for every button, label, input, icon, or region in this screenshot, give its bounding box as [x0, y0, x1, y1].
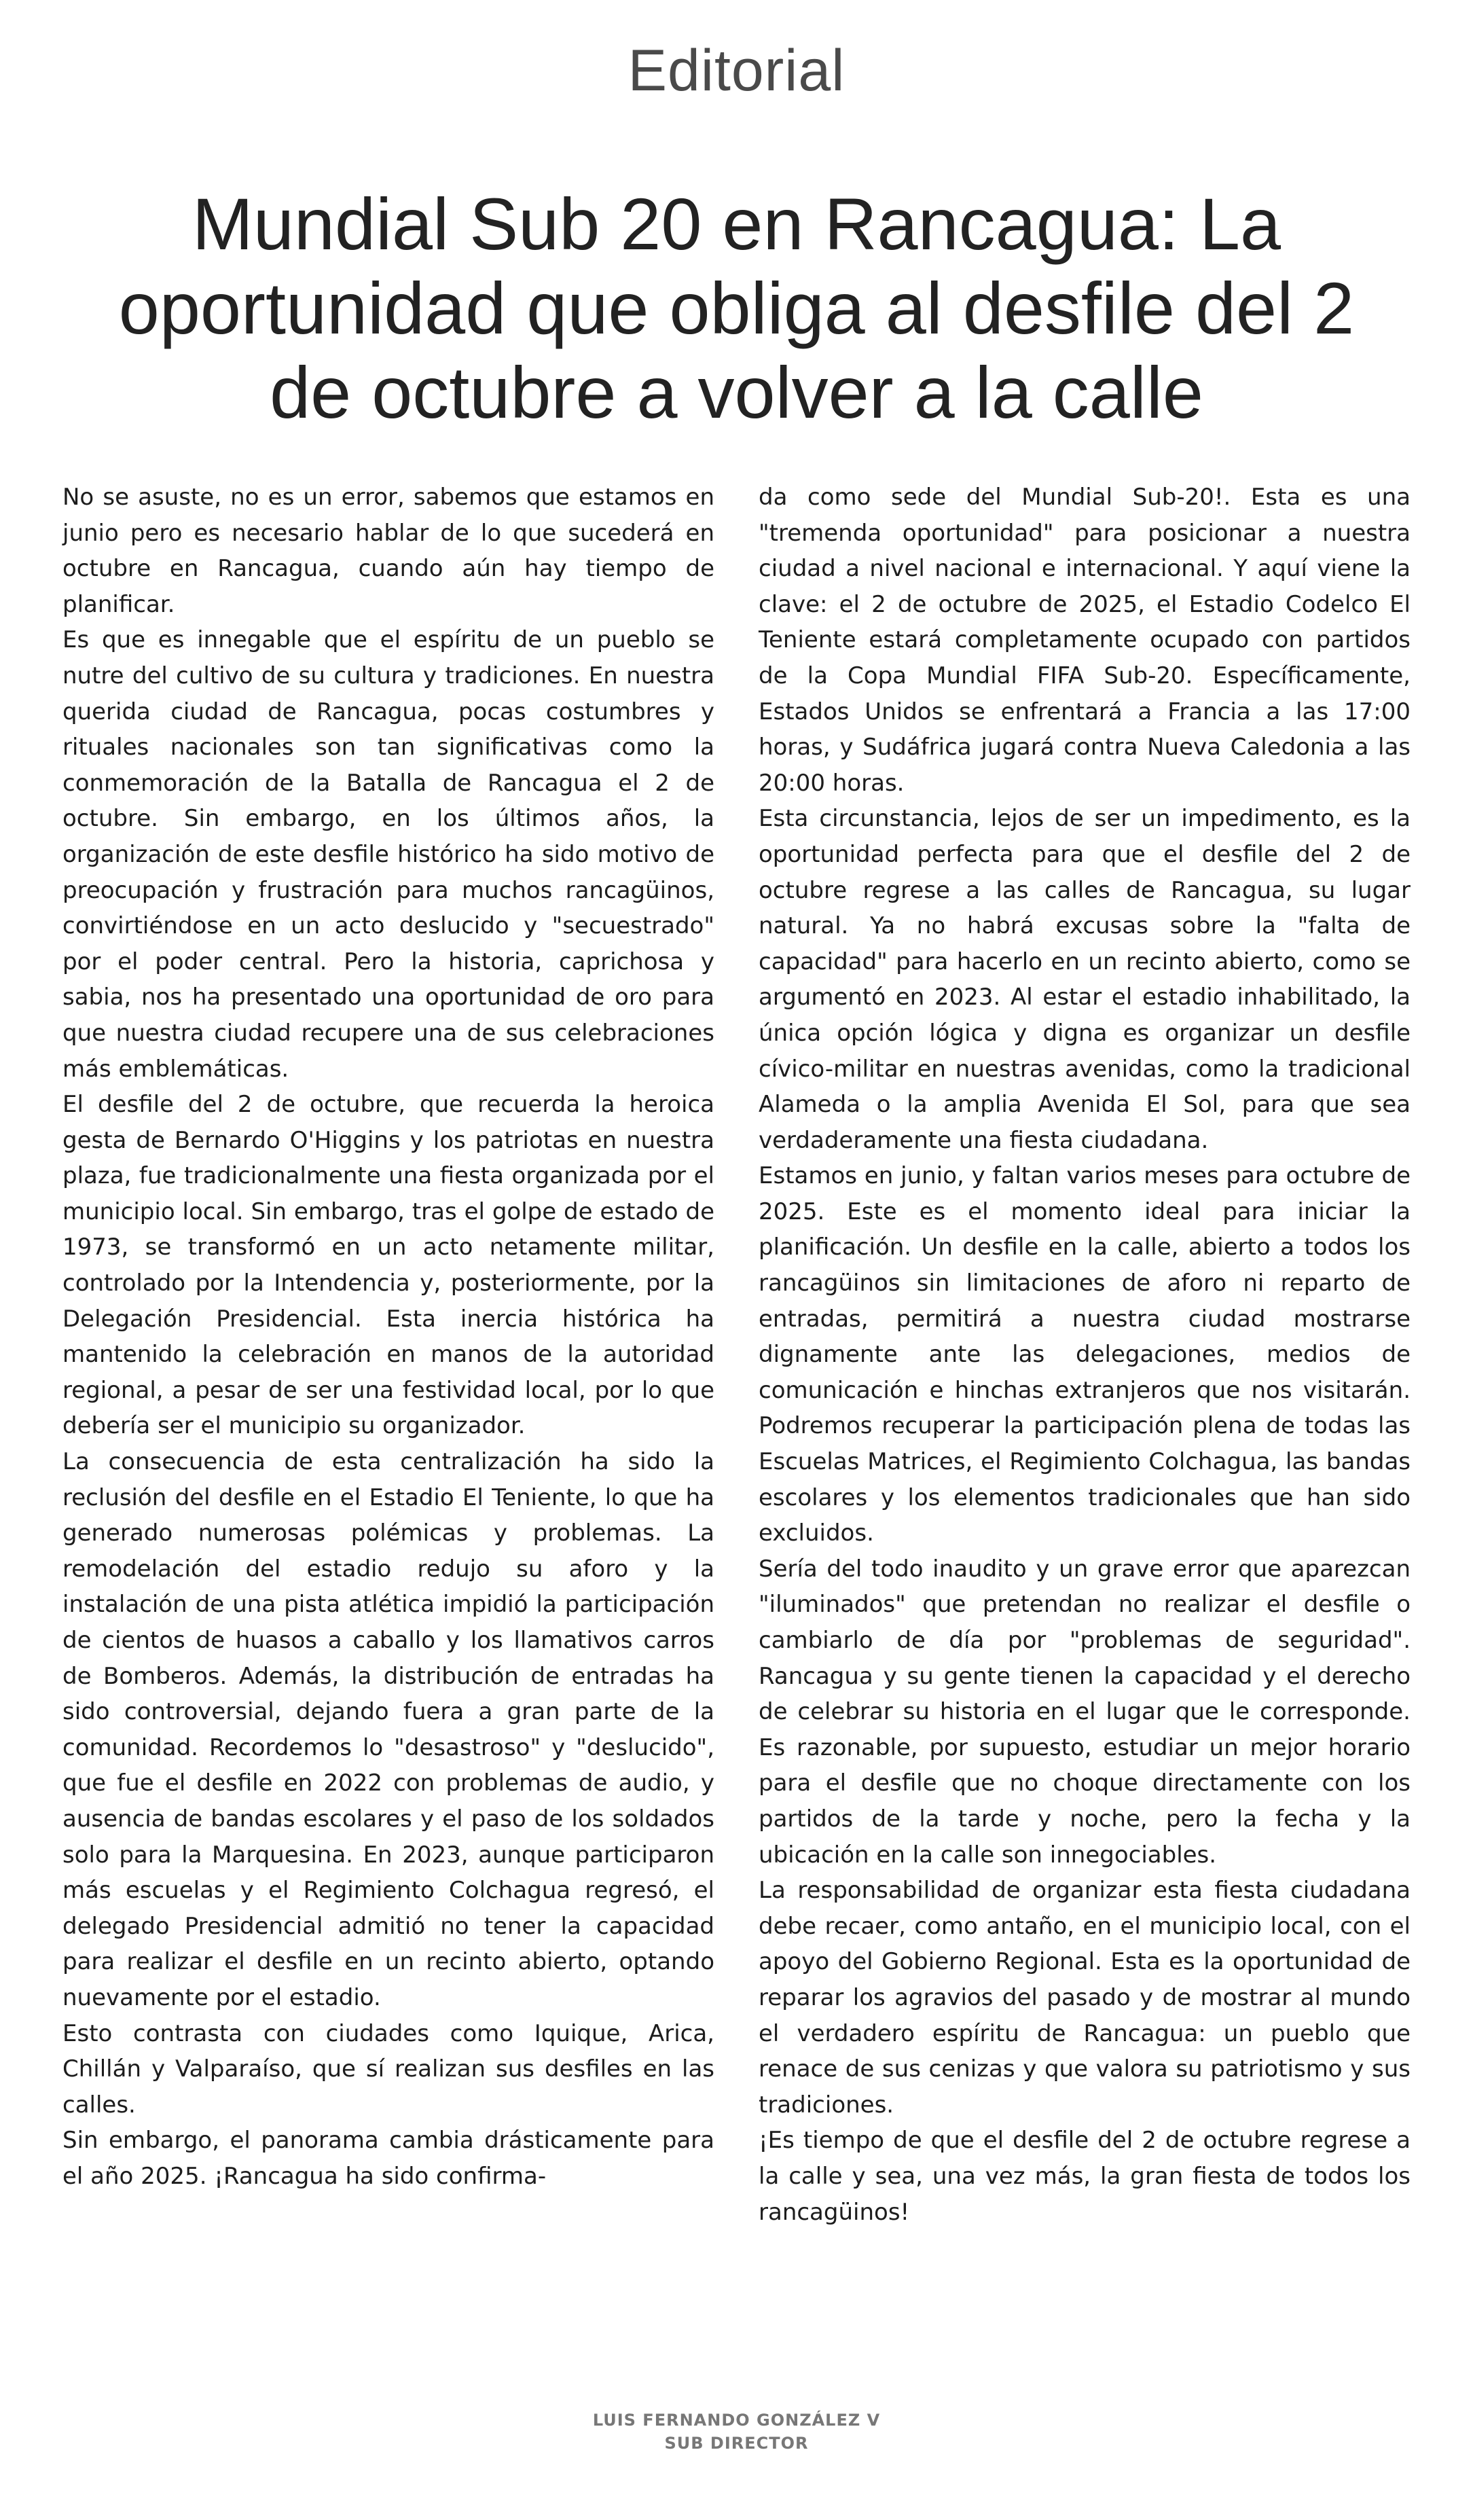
headline: Mundial Sub 20 en Rancagua: La oportunidad que obliga al desfile del 2 de octubre a volver a la calle: [118, 183, 1355, 433]
paragraph: Estamos en junio, y faltan varios meses para octubre de 2025. Este es el momento ideal para iniciar la planificación. Un desfile en la calle, abierto a todos los rancagüinos sin limitaciones de aforo ni reparto de entradas, permitirá a nuestra ciudad mostrarse dignamente ante las delegaciones, medios de comunicación e hinchas extranjeros que nos visitarán. Podremos recuperar la participación plena de todas las Escuelas Matrices, el Regimiento Colchagua, las bandas escolares y los elementos tradicionales que han sido excluidos.: [759, 1162, 1411, 1547]
section-label: Editorial: [628, 38, 845, 103]
paragraph: El desfile del 2 de octubre, que recuerda la heroica gesta de Bernardo O'Higgins y los patriotas en nuestra plaza, fue tradicionalmente una fiesta organizada por el municipio local. Sin embargo, tras el golpe de estado de 1973, se transformó en un acto netamente militar, controlado por la Intendencia y, posteriormente, por la Delegación Presidencial. Esta inercia histórica ha mantenido la celebración en manos de la autoridad regional, a pesar de ser una festividad local, por lo que debería ser el municipio su organizador.: [62, 1091, 714, 1440]
column-left: [62, 480, 714, 2341]
paragraph: Esto contrasta con ciudades como Iquique, Arica, Chillán y Valparaíso, que sí realizan sus desfiles en las calles.: [62, 2019, 714, 2119]
byline: [0, 2409, 1473, 2455]
author-name: LUIS FERNANDO GONZÁLEZ V: [592, 2411, 881, 2430]
paragraph: No se asuste, no es un error, sabemos que estamos en junio pero es necesario hablar de lo que sucederá en octubre en Rancagua, cuando aún hay tiempo de planificar.: [62, 484, 714, 618]
paragraph: ¡Es tiempo de que el desfile del 2 de octubre regrese a la calle y sea, una vez más, la gran fiesta de todos los rancagüinos!: [759, 2127, 1411, 2226]
paragraph: La responsabilidad de organizar esta fiesta ciudadana debe recaer, como antaño, en el municipio local, con el apoyo del Gobierno Regional. Esta es la oportunidad de reparar los agravios del pasado y de mostrar al mundo el verdadero espíritu de Rancagua: un pueblo que renace de sus cenizas y que valora su patriotismo y sus tradiciones.: [759, 1877, 1411, 2119]
column-right: [759, 480, 1411, 2341]
paragraph: Es que es innegable que el espíritu de un pueblo se nutre del cultivo de su cultura y tradiciones. En nuestra querida ciudad de Rancagua, pocas costumbres y rituales nacionales son tan significativas como la conmemoración de la Batalla de Rancagua el 2 de octubre. Sin embargo, en los últimos años, la organización de este desfile histórico ha sido motivo de preocupación y frustración para muchos rancagüinos, convirtiéndose en un acto deslucido y "secuestrado" por el poder central. Pero la historia, caprichosa y sabia, nos ha presentado una oportunidad de oro para que nuestra ciudad recupere una de sus celebraciones más emblemáticas.: [62, 626, 714, 1083]
author-role: SUB DIRECTOR: [664, 2434, 809, 2453]
paragraph: Esta circunstancia, lejos de ser un impedimento, es la oportunidad perfecta para que el desfile del 2 de octubre regrese a las calles de Rancagua, su lugar natural. Ya no habrá excusas sobre la "falta de capacidad" para hacerlo en un recinto abierto, como se argumentó en 2023. Al estar el estadio inhabilitado, la única opción lógica y digna es organizar un desfile cívico-militar en nuestras avenidas, como la tradicional Alameda o la amplia Avenida El Sol, para que sea verdaderamente una fiesta ciudadana.: [759, 805, 1411, 1154]
article-body: [62, 480, 1411, 2341]
paragraph: Sería del todo inaudito y un grave error que aparezcan "iluminados" que pretendan no realizar el desfile o cambiarlo de día por "problemas de seguridad". Rancagua y su gente tienen la capacidad y el derecho de celebrar su historia en el lugar que le corresponde. Es razonable, por supuesto, estudiar un mejor horario para el desfile que no choque directamente con los partidos de la tarde y noche, pero la fecha y la ubicación en la calle son innegociables.: [759, 1555, 1411, 1869]
paragraph: Sin embargo, el panorama cambia drásticamente para el año 2025. ¡Rancagua ha sido confirma-: [62, 2127, 714, 2190]
paragraph: La consecuencia de esta centralización ha sido la reclusión del desfile en el Estadio El Teniente, lo que ha generado numerosas polémicas y problemas. La remodelación del estadio redujo su aforo y la instalación de una pista atlética impidió la participación de cientos de huasos a caballo y los llamativos carros de Bomberos. Además, la distribución de entradas ha sido controversial, dejando fuera a gran parte de la comunidad. Recordemos lo "desastroso" y "deslucido", que fue el desfile en 2022 con problemas de audio, y ausencia de bandas escolares y el paso de los soldados solo para la Marquesina. En 2023, aunque participaron más escuelas y el Regimiento Colchagua regresó, el delegado Presidencial admitió no tener la capacidad para realizar el desfile en un recinto abierto, optando nuevamente por el estadio.: [62, 1448, 714, 2011]
paragraph: da como sede del Mundial Sub-20!. Esta es una "tremenda oportunidad" para posicionar a nuestra ciudad a nivel nacional e internacional. Y aquí viene la clave: el 2 de octubre de 2025, el Estadio Codelco El Teniente estará completamente ocupado con partidos de la Copa Mundial FIFA Sub-20. Específicamente, Estados Unidos se enfrentará a Francia a las 17:00 horas, y Sudáfrica jugará contra Nueva Caledonia a las 20:00 horas.: [759, 484, 1411, 797]
